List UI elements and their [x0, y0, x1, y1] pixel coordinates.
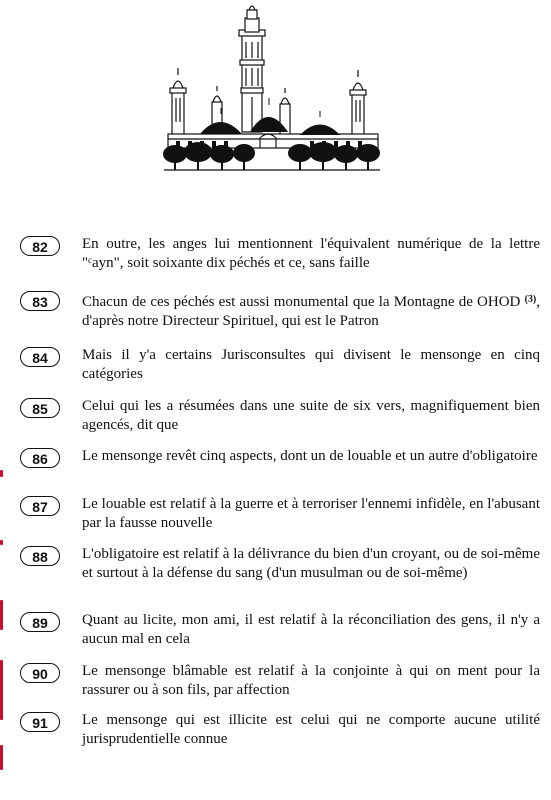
verse-text: Mais il y'a certains Jurisconsultes qui divisent le mensonge en cinq catégories — [82, 347, 540, 382]
verse-text-part: Chacun de ces péchés est aussi monumental que la Montagne de OHOD — [82, 294, 521, 310]
verse-number-badge: 84 — [20, 347, 60, 367]
verse-number-badge: 90 — [20, 663, 60, 683]
verse-number-badge: 91 — [20, 712, 60, 732]
verse-number-badge: 83 — [20, 291, 60, 311]
verse-text: Quant au licite, mon ami, il est relatif à la réconciliation des gens, il n'y a aucun mal en cela — [82, 612, 540, 647]
page-edge-marks — [0, 0, 5, 800]
verse-text — [82, 290, 540, 331]
verse-text: Le mensonge blâmable est relatif à la conjointe à qui on ment pour la rassurer ou à son fils, par affection — [82, 663, 540, 698]
verse-number-badge: 88 — [20, 546, 60, 566]
verse-text: Le mensonge qui est illicite est celui qui ne comporte aucune utilité jurisprudentielle connue — [82, 712, 540, 747]
verse-text-part: , d'après notre Directeur Spirituel, qui est le Patron — [82, 294, 540, 329]
verse-text: Celui qui les a résumées dans une suite de six vers, magnifiquement bien agencés, dit que — [82, 398, 540, 433]
verse-number-badge: 89 — [20, 612, 60, 632]
verse-text: Le louable est relatif à la guerre et à terroriser l'ennemi infidèle, en l'abusant par la fausse nouvelle — [82, 496, 540, 531]
mosque-illustration — [160, 2, 385, 174]
verse-text: Le mensonge revêt cinq aspects, dont un de louable et un autre d'obligatoire — [82, 448, 538, 464]
verse-number-badge: 82 — [20, 236, 60, 256]
verse-number-badge: 85 — [20, 398, 60, 418]
verse-number-badge: 86 — [20, 448, 60, 468]
footnote-marker: (3) — [524, 294, 537, 305]
verse-text: En outre, les anges lui mentionnent l'équivalent numérique de la lettre "ᶜayn", soit soixante dix péchés et ce, sans faille — [82, 236, 540, 271]
verse-text: L'obligatoire est relatif à la délivrance du bien d'un croyant, ou de soi-même et surtout à la défense du sang (d'un musulman ou de soi-même) — [82, 546, 540, 581]
verse-number-badge: 87 — [20, 496, 60, 516]
